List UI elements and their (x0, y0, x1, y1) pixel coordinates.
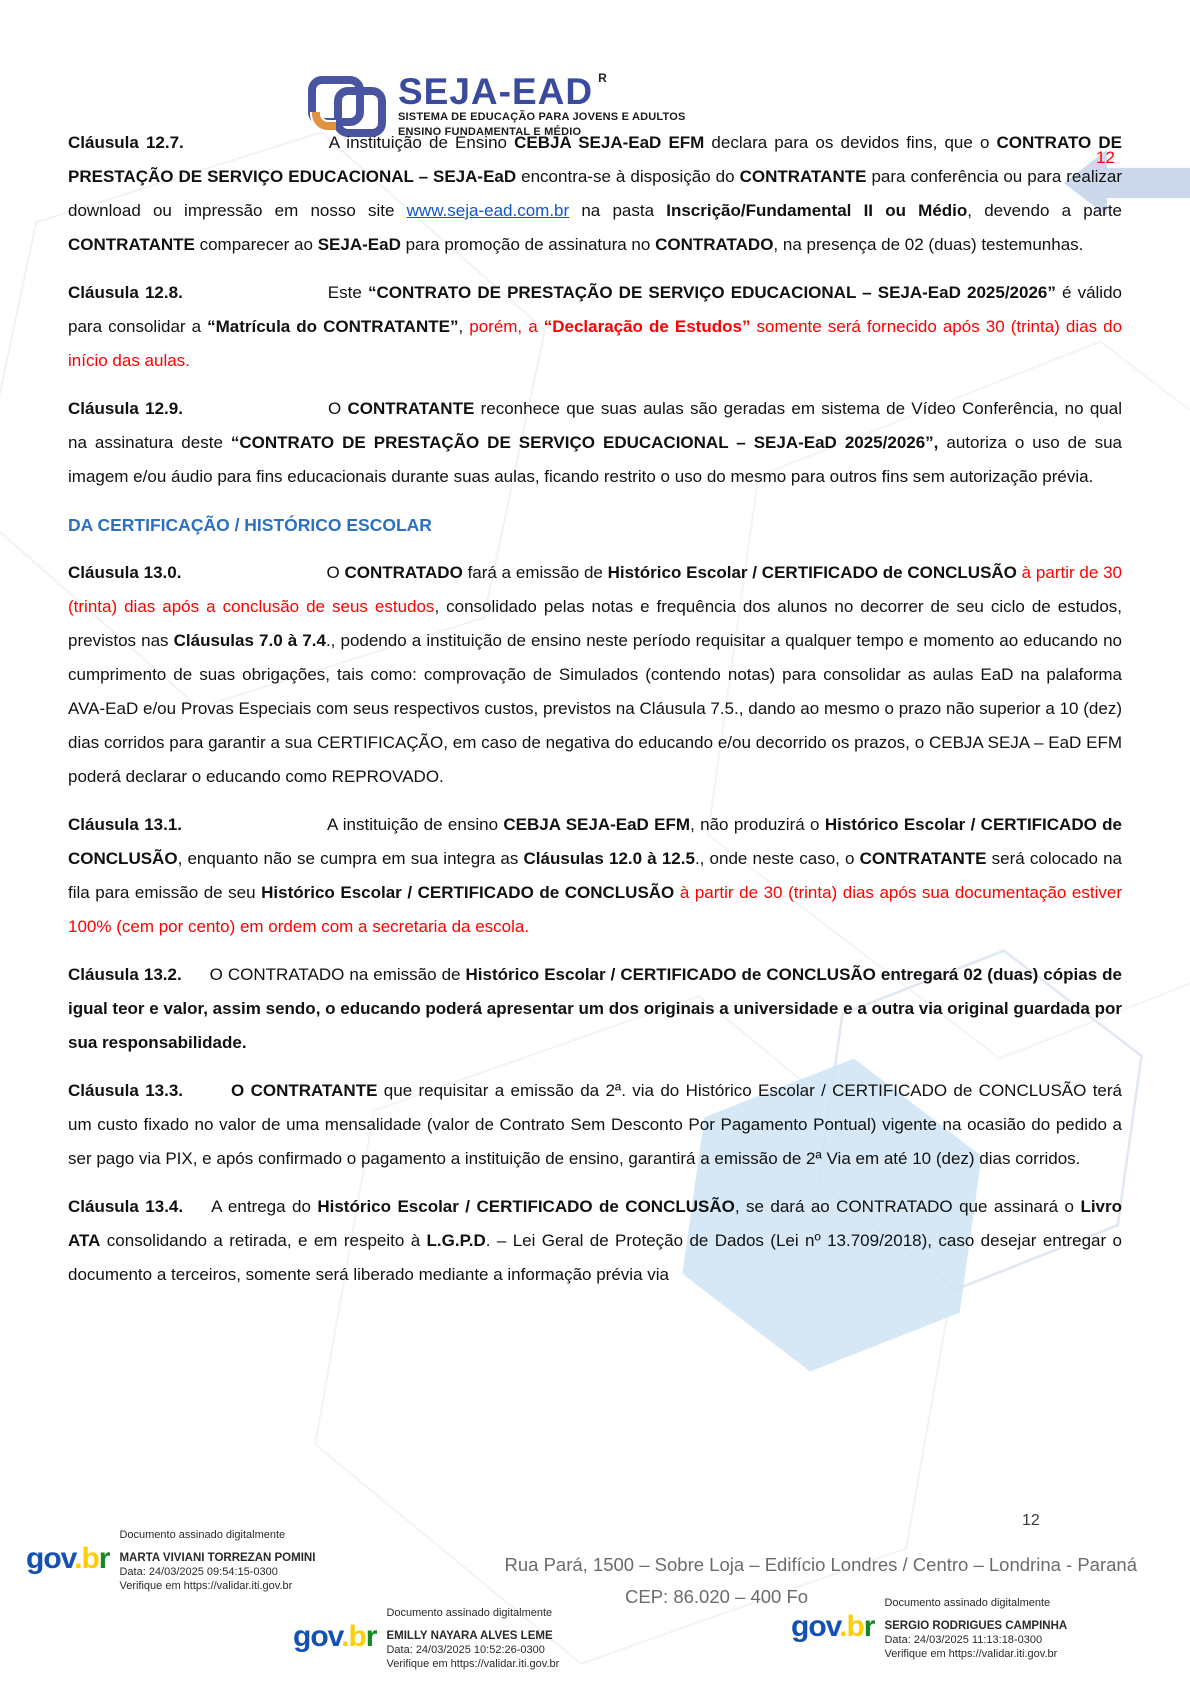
text-segment: à partir de 30 (trinta) dias após a conclusão de seus estudos (68, 563, 1123, 616)
footer-address-line1: Rua Pará, 1500 – Sobre Loja – Edifício Londres / Centro – Londrina - Paraná (504, 1554, 1137, 1575)
clause-label: Cláusula 13.2. (68, 965, 182, 984)
govbr-dot: . (74, 1542, 82, 1575)
signature-heading: Documento assinado digitalmente (884, 1597, 1051, 1609)
text-segment: CONTRATO DE PRESTAÇÃO DE SERVIÇO EDUCACIONAL – SEJA-EaD (68, 133, 1122, 186)
text-segment: “Declaração de Estudos” (543, 317, 751, 336)
text-segment: CONTRATANTE (347, 399, 475, 418)
text-segment: Cláusulas 12.0 à 12.5 (523, 849, 695, 868)
clause-label: Cláusula 12.7. (68, 133, 184, 152)
footer-page-number: 12 (1022, 1512, 1040, 1529)
text-segment: autoriza o uso de sua imagem e/ou áudio para fins educacionais durante suas aulas, ficando restrito o uso do mesmo para outros fins sem autorização prévia. (68, 433, 1122, 486)
text-segment: “CONTRATO DE PRESTAÇÃO DE SERVIÇO EDUCACIONAL – SEJA-EaD 2025/2026” (367, 283, 1056, 302)
tab-spacer (183, 1095, 231, 1096)
website-link[interactable]: www.seja-ead.com.br (406, 201, 570, 220)
tab-spacer (182, 979, 210, 980)
text-segment: Histórico Escolar / CERTIFICADO de CONCLUSÃO (607, 563, 1017, 582)
signature-verify-url: Verifique em https://validar.iti.gov.br (119, 1580, 293, 1592)
signature-block-1 (26, 1528, 315, 1593)
clause-label: Cláusula 13.1. (68, 815, 183, 834)
tab-spacer (184, 147, 329, 148)
text-segment: na pasta (569, 201, 667, 220)
text-segment: , consolidado pelas notas e frequência dos alunos no decorrer de seu ciclo de estudos, previstos nas (68, 597, 1122, 650)
text-segment: reconhece que suas aulas são geradas em sistema de Vídeo Conferência, no qual na assinatura deste (68, 399, 1122, 452)
tab-spacer (183, 1211, 211, 1212)
text-segment: porém, a (469, 317, 544, 336)
govbr-gov: gov (293, 1620, 342, 1653)
govbr-logo (791, 1612, 874, 1642)
text-segment: Histórico Escolar / CERTIFICADO de CONCLUSÃO (68, 815, 1122, 868)
text-segment: A instituição de Ensino (328, 133, 515, 152)
signer-name: EMILLY NAYARA ALVES LEME (386, 1630, 553, 1642)
clause-label: Cláusula 12.9. (68, 399, 183, 418)
text-segment: Inscrição/Fundamental II ou Médio (666, 201, 968, 220)
text-segment: “CONTRATO DE PRESTAÇÃO DE SERVIÇO EDUCACIONAL – SEJA-EaD 2025/2026”, (230, 433, 939, 452)
clausula-13-0 (68, 556, 1122, 794)
text-segment: A instituição de ensino (327, 815, 504, 834)
clausula-13-2 (68, 958, 1122, 1060)
signature-block-2 (293, 1606, 559, 1671)
text-segment: . – Lei Geral de Proteção de Dados (Lei nº 13.709/2018), caso desejar entregar o documento a terceiros, somente será liberado mediante a informação prévia via (68, 1231, 1122, 1284)
logo-tagline-1: SISTEMA DE EDUCAÇÃO PARA JOVENS E ADULTOS (398, 111, 686, 123)
signature-heading: Documento assinado digitalmente (119, 1529, 286, 1541)
text-segment: Este (327, 283, 368, 302)
text-segment: , (458, 317, 470, 336)
text-segment: consolidando a retirada, e em respeito à (100, 1231, 427, 1250)
text-segment: comparecer ao (194, 235, 318, 254)
text-segment: Histórico Escolar / CERTIFICADO de CONCLUSÃO (261, 883, 675, 902)
text-segment: , se dará ao CONTRATADO que assinará o (734, 1197, 1081, 1216)
document-body (68, 126, 1122, 1306)
text-segment: será colocado na fila para emissão de seu (68, 849, 1122, 902)
text-segment: CONTRATANTE (859, 849, 987, 868)
text-segment: , enquanto não se cumpra em sua integra as (177, 849, 524, 868)
text-segment: “Matrícula do CONTRATANTE” (207, 317, 459, 336)
tab-spacer (182, 829, 327, 830)
section-heading: DA CERTIFICAÇÃO / HISTÓRICO ESCOLAR (68, 515, 432, 535)
signature-verify-url: Verifique em https://validar.iti.gov.br (884, 1648, 1058, 1660)
text-segment: A entrega do (211, 1197, 318, 1216)
govbr-r: r (863, 1610, 875, 1643)
footer-address-line2: CEP: 86.020 – 400 Fo (625, 1586, 809, 1607)
top-right-page-marker: 12 (1096, 148, 1115, 167)
clausula-13-1 (68, 808, 1122, 944)
text-segment: CONTRATANTE (68, 235, 195, 254)
govbr-r: r (98, 1542, 110, 1575)
govbr-b: b (348, 1620, 366, 1653)
text-segment: Livro ATA (68, 1197, 1122, 1250)
signature-date: Data: 24/03/2025 10:52:26-0300 (386, 1644, 545, 1656)
clause-label: Cláusula 13.0. (68, 563, 182, 582)
govbr-dot: . (839, 1610, 847, 1643)
signer-name: SERGIO RODRIGUES CAMPINHA (884, 1620, 1068, 1632)
clausula-12-9 (68, 392, 1122, 494)
text-segment: , na presença de 02 (duas) testemunhas. (773, 235, 1084, 254)
text-segment: CONTRATANTE (739, 167, 867, 186)
text-segment: CEBJA SEJA-EaD EFM (514, 133, 705, 152)
govbr-logo (293, 1622, 376, 1652)
signature-block-3 (791, 1596, 1067, 1661)
text-segment: Histórico Escolar / CERTIFICADO de CONCLUSÃO (317, 1197, 735, 1216)
text-segment: Cláusulas 7.0 à 7.4 (173, 631, 326, 650)
clausula-12-8 (68, 276, 1122, 378)
text-segment: para conferência ou para realizar download ou impressão em nosso site (68, 167, 1123, 220)
clause-label: Cláusula 12.8. (68, 283, 183, 302)
govbr-logo (26, 1544, 109, 1574)
tab-spacer (183, 297, 328, 298)
text-segment: , não produzirá o (690, 815, 825, 834)
govbr-gov: gov (791, 1610, 840, 1643)
govbr-b: b (81, 1542, 99, 1575)
signature-verify-url: Verifique em https://validar.iti.gov.br (386, 1658, 560, 1670)
clausula-13-4 (68, 1190, 1122, 1292)
text-segment: SEJA-EaD (317, 235, 401, 254)
signature-date: Data: 24/03/2025 11:13:18-0300 (884, 1634, 1043, 1646)
text-segment: para promoção de assinatura no (400, 235, 656, 254)
signature-heading: Documento assinado digitalmente (386, 1607, 553, 1619)
text-segment: , devendo a parte (967, 201, 1122, 220)
signer-name: MARTA VIVIANI TORREZAN POMINI (119, 1552, 316, 1564)
text-segment: O CONTRATADO na emissão de (209, 965, 466, 984)
logo-tagline-2: ENSINO FUNDAMENTAL E MÉDIO (398, 126, 582, 138)
text-segment: CONTRATADO (655, 235, 774, 254)
text-segment: ., podendo a instituição de ensino neste período requisitar a qualquer tempo e momento ao educando no cumprimento de suas obrigações, tais como: comprovação de Simulados (contendo notas) para consolidar as aulas EaD na palaforma AVA-EaD e/ou Provas Especiais com seus respectivos custos, previstos na Cláusula 7.5., dando ao mesmo o prazo não superior a 10 (dez) dias corridos para garantir a sua CERTIFICAÇÃO, em caso de negativa do educando e/ou decorrido os prazos, o CEBJA SEJA – EaD EFM poderá declarar o educando como REPROVADO. (68, 631, 1122, 786)
text-segment: O (327, 399, 348, 418)
text-segment: CEBJA SEJA-EaD EFM (503, 815, 691, 834)
text-segment: que requisitar a emissão da 2ª. via do Histórico Escolar / CERTIFICADO de CONCLUSÃO terá um custo fixado no valor de uma mensalidade (valor de Contrato Sem Desconto Por Pagamento Pontual) vigente na ocasião do pedido a ser pago via PIX, e após confirmado o pagamento a instituição de ensino, garantirá a emissão de 2ª Via em até 10 (dez) dias corridos. (68, 1081, 1122, 1168)
tab-spacer (183, 413, 328, 414)
registered-mark: R (598, 71, 607, 85)
govbr-b: b (846, 1610, 864, 1643)
text-segment: somente será fornecido após 30 (trinta) dias do início das aulas. (68, 317, 1123, 370)
text-segment: O CONTRATANTE (231, 1081, 378, 1100)
text-segment: O (326, 563, 345, 582)
signature-date: Data: 24/03/2025 09:54:15-0300 (119, 1566, 278, 1578)
text-segment: é válido para consolidar a (68, 283, 1122, 336)
govbr-r: r (365, 1620, 377, 1653)
text-segment: declara para os devidos fins, que o (704, 133, 997, 152)
text-segment: fará a emissão de (462, 563, 608, 582)
text-segment: Histórico Escolar / CERTIFICADO de CONCLUSÃO entregará 02 (duas) cópias de igual teor e valor, assim sendo, o educando poderá apresentar um dos originais a universidade e a outra via original guardada por sua responsabilidade. (68, 965, 1123, 1052)
tab-spacer (181, 577, 326, 578)
text-segment: à partir de 30 (trinta) dias após sua documentação estiver 100% (cem por cento) em ordem com a secretaria da escola. (68, 883, 1122, 936)
text-segment: ., onde neste caso, o (694, 849, 860, 868)
govbr-gov: gov (26, 1542, 75, 1575)
text-segment: encontra-se à disposição do (516, 167, 740, 186)
clause-label: Cláusula 13.4. (68, 1197, 184, 1216)
clausula-12-7 (68, 126, 1122, 262)
text-segment: L.G.P.D (426, 1231, 486, 1250)
govbr-dot: . (341, 1620, 349, 1653)
brand-name: SEJA-EAD (398, 71, 594, 112)
clausula-13-3 (68, 1074, 1122, 1176)
clause-label: Cláusula 13.3. (68, 1081, 184, 1100)
text-segment: CONTRATADO (344, 563, 463, 582)
